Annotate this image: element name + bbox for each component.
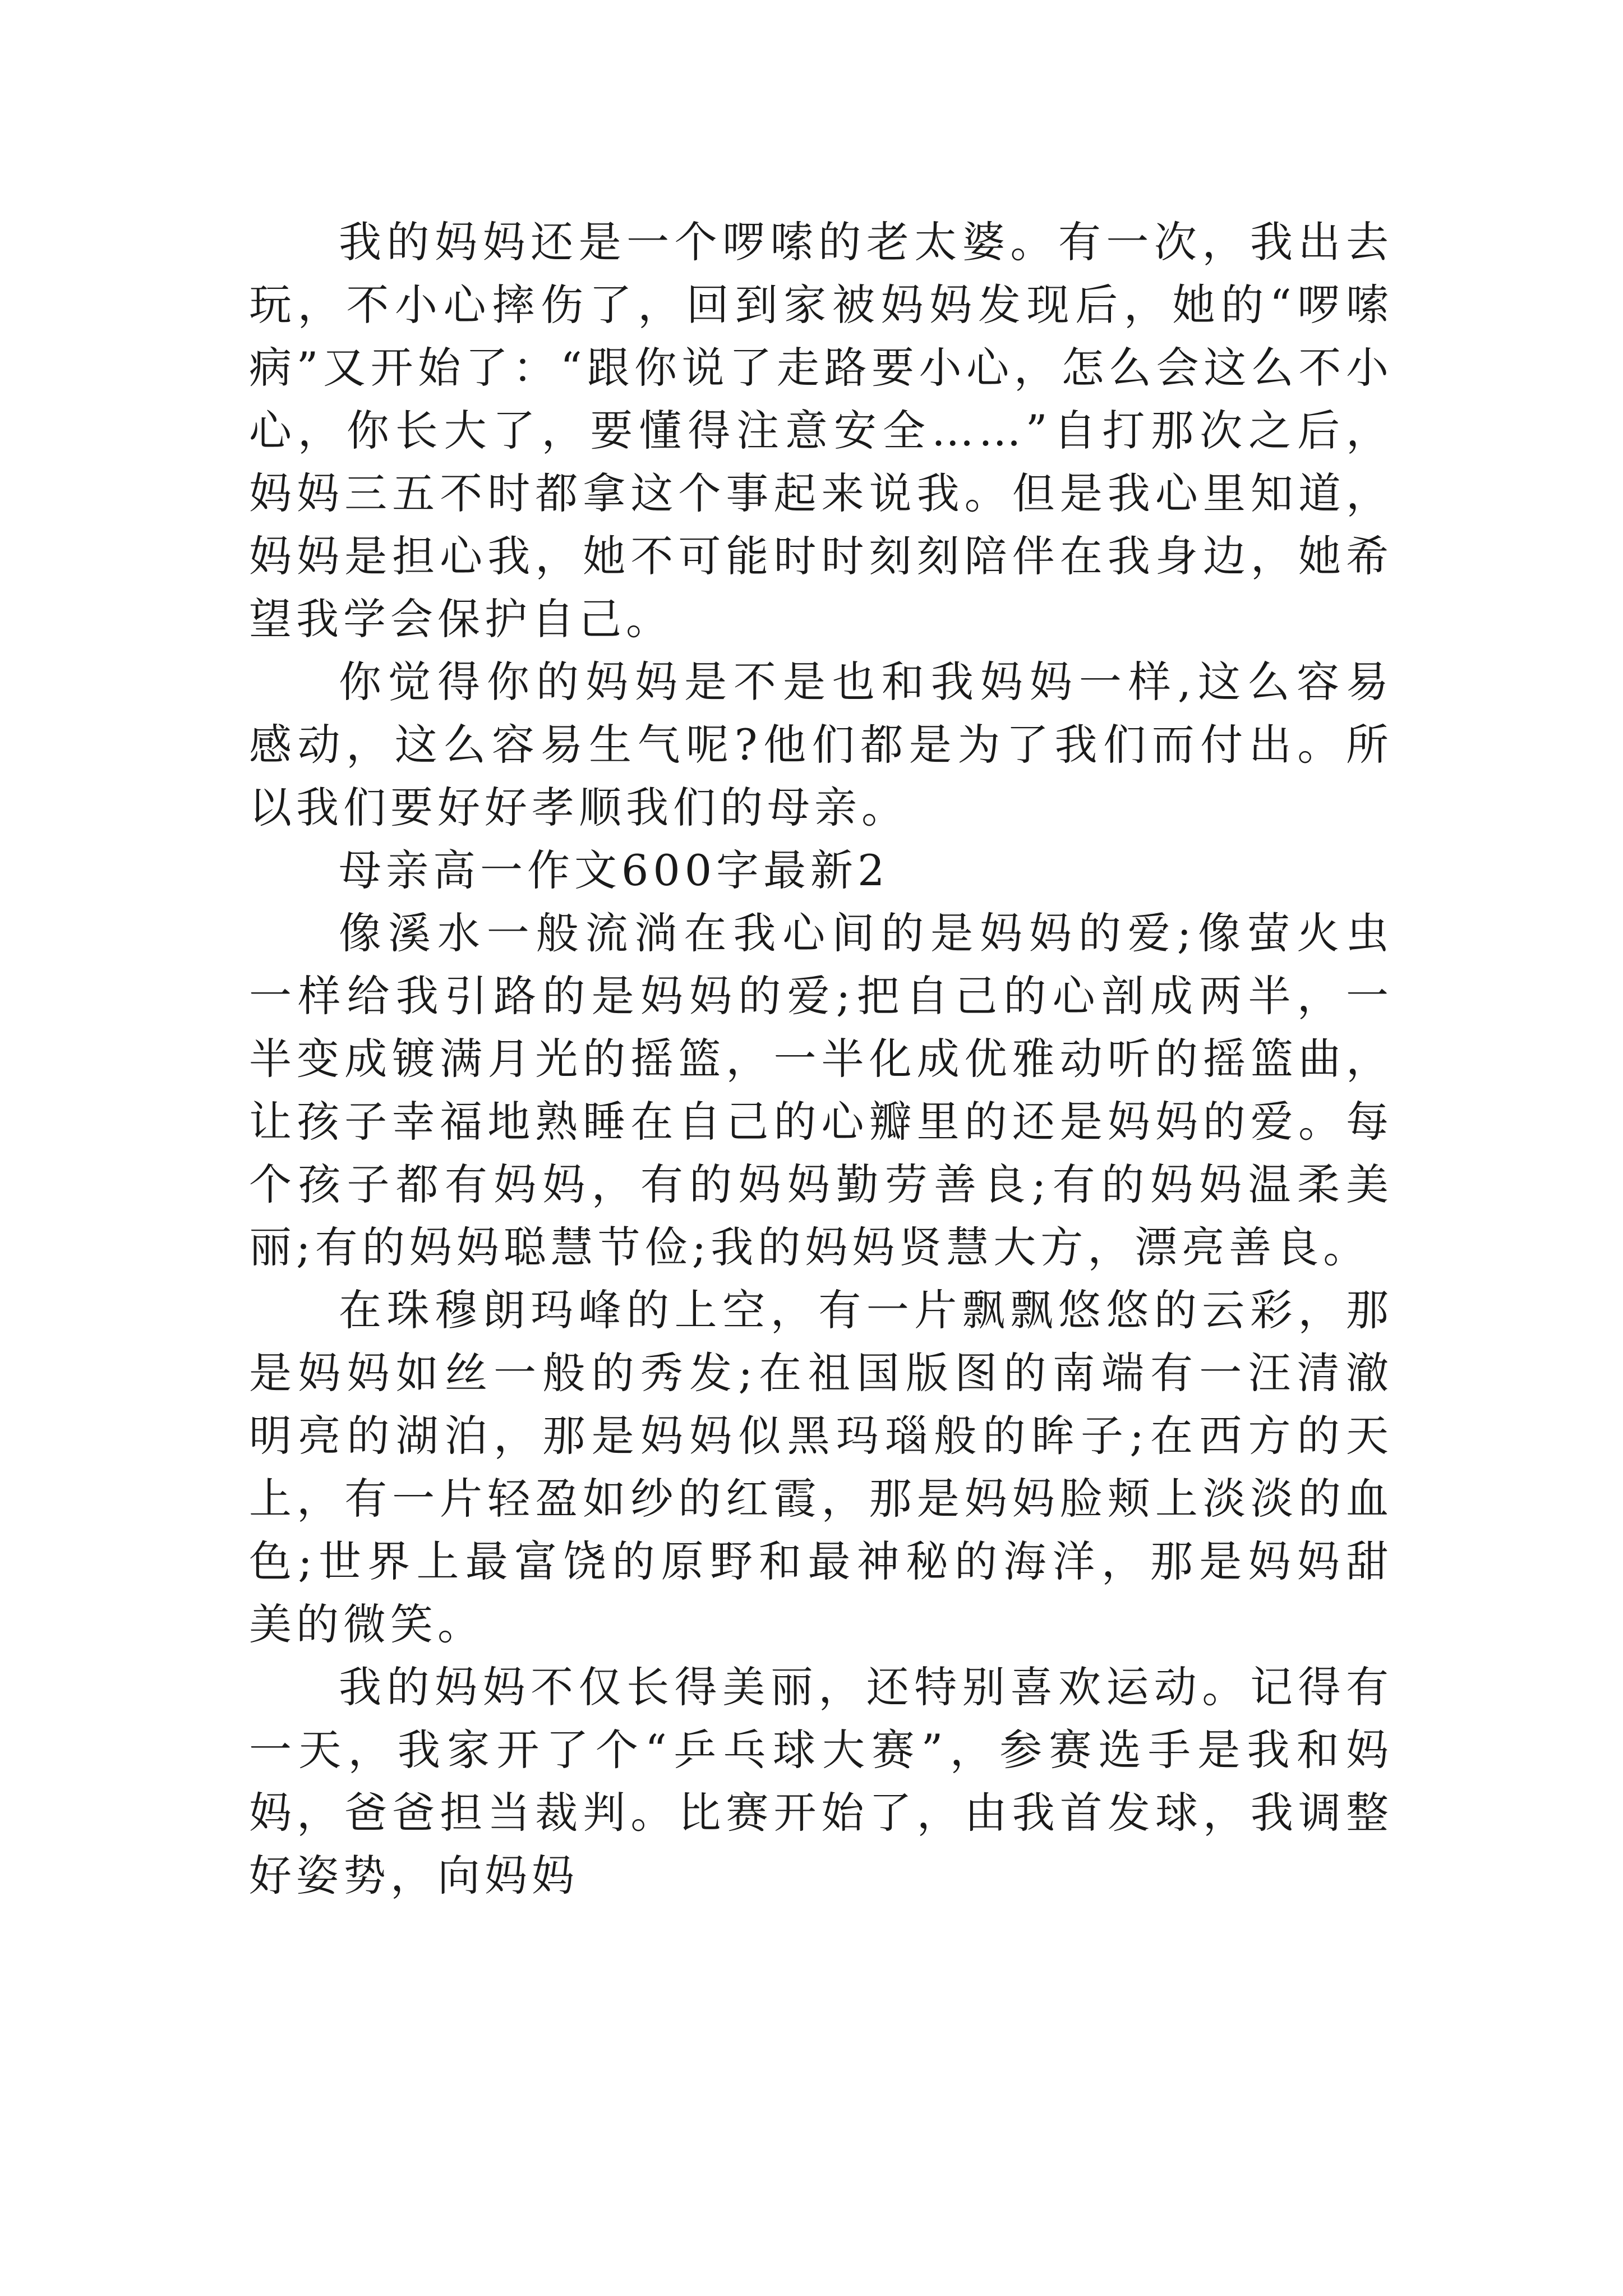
paragraph-1: 我的妈妈还是一个啰嗦的老太婆。有一次，我出去玩，不小心摔伤了，回到家被妈妈发现后，她的“啰嗦病”又开始了：“跟你说了走路要小心，怎么会这么不小心，你长大了，要懂得注意安全……”自打那次之后，妈妈三五不时都拿这个事起来说我。但是我心里知道，妈妈是担心我，她不可能时时刻刻陪伴在我身边，她希望我学会保护自己。	[249, 217, 1393, 644]
paragraph-5: 我的妈妈不仅长得美丽，还特别喜欢运动。记得有一天，我家开了个“乒乓球大赛”，参赛选手是我和妈妈，爸爸担当裁判。比赛开始了，由我首发球，我调整好姿势，向妈妈	[249, 1662, 1393, 1901]
section-heading: 母亲高一作文600字最新2	[339, 845, 889, 895]
document-body	[249, 211, 1393, 1907]
paragraph-4: 在珠穆朗玛峰的上空，有一片飘飘悠悠的云彩，那是妈妈如丝一般的秀发;在祖国版图的南端有一汪清澈明亮的湖泊，那是妈妈似黑玛瑙般的眸子;在西方的天上，有一片轻盈如纱的红霞，那是妈妈脸颊上淡淡的血色;世界上最富饶的原野和最神秘的海洋，那是妈妈甜美的微笑。	[249, 1285, 1393, 1649]
paragraph-2: 你觉得你的妈妈是不是也和我妈妈一样,这么容易感动，这么容易生气呢?他们都是为了我们而付出。所以我们要好好孝顺我们的母亲。	[249, 657, 1393, 832]
paragraph-3: 像溪水一般流淌在我心间的是妈妈的爱;像萤火虫一样给我引路的是妈妈的爱;把自己的心剖成两半，一半变成镀满月光的摇篮，一半化成优雅动听的摇篮曲，让孩子幸福地熟睡在自己的心瓣里的还是妈妈的爱。每个孩子都有妈妈，有的妈妈勤劳善良;有的妈妈温柔美丽;有的妈妈聪慧节俭;我的妈妈贤慧大方，漂亮善良。	[249, 908, 1393, 1272]
